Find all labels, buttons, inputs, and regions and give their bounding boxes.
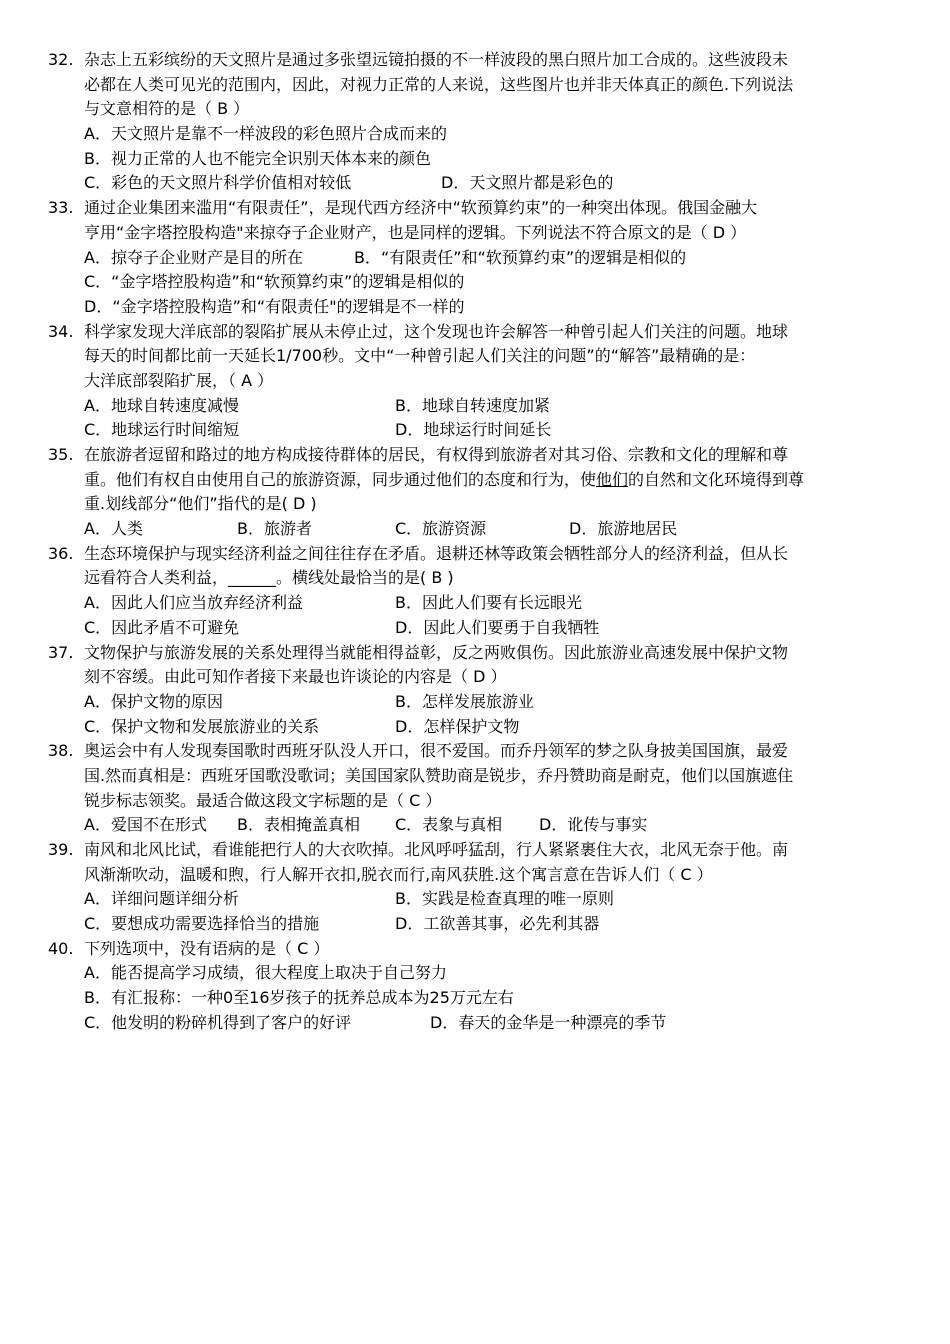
option-a: A．爱国不在形式: [84, 815, 207, 835]
stem-text: 通过企业集团来滥用“有限责任”，是现代西方经济中“软预算约束”的一种突出体现。俄国金融大: [84, 198, 758, 218]
option-b: B．有汇报称：一种0至16岁孩子的抚养总成本为25万元左右: [84, 988, 514, 1008]
option-c: C．要想成功需要选择恰当的措施: [84, 914, 320, 934]
option-d: D．地球运行时间延长: [395, 420, 552, 440]
option-b: B．视力正常的人也不能完全识别天体本来的颜色: [84, 148, 431, 168]
option-c: C．保护文物和发展旅游业的关系: [84, 716, 320, 736]
question-stem-line: [48, 320, 908, 345]
stem-text: 文物保护与旅游发展的关系处理得当就能相得益彰，反之两败俱伤。因此旅游业高速发展中保护文物: [84, 642, 789, 662]
question-32: [48, 48, 908, 196]
question-40: [48, 937, 908, 1036]
option-d: D．讹传与事实: [539, 815, 648, 835]
question-stem-line: [48, 739, 908, 764]
option-a: A．能否提高学习成绩，很大程度上取决于自己努力: [84, 963, 447, 983]
stem-text: 在旅游者逗留和路过的地方构成接待群体的居民，有权得到旅游者对其习俗、宗教和文化的理解和尊: [84, 445, 789, 464]
option-d: D．天文照片都是彩色的: [441, 173, 614, 193]
option-row: [48, 394, 908, 419]
question-38: [48, 739, 908, 838]
question-stem-line: [48, 48, 908, 73]
question-stem-line: 与文意相符的是（ B ）: [84, 99, 250, 119]
option-c: C．因此矛盾不可避免: [84, 617, 240, 637]
option-a: A．掠夺子企业财产是目的所在: [84, 247, 303, 267]
question-stem-line: 每天的时间都比前一天延长1/700秒。文中“一种曾引起人们关注的问题”的“解答”最精确的是：: [84, 346, 756, 366]
question-stem-line: [48, 641, 908, 666]
question-stem-line: 大洋底部裂陷扩展，（ A ）: [84, 370, 274, 390]
option-d: D．工欲善其事，必先利其器: [395, 914, 600, 934]
question-stem-line: [48, 937, 908, 962]
option-b: B．“有限责任”和“软预算约束”的逻辑是相似的: [354, 247, 687, 267]
option-c: C．旅游资源: [395, 519, 487, 539]
question-stem-line: [48, 196, 908, 221]
question-34: [48, 320, 908, 443]
option-c: C．彩色的天文照片科学价值相对较低: [84, 173, 352, 193]
option-b: B．表相掩盖真相: [237, 815, 360, 835]
option-row: [48, 616, 908, 641]
exam-page: [48, 48, 908, 1036]
question-stem-line: 刻不容缓。由此可知作者接下来最也许谈论的内容是（ D ）: [84, 667, 507, 687]
option-b: B．旅游者: [237, 519, 312, 539]
stem-text: 杂志上五彩缤纷的天文照片是通过多张望远镜拍摄的不一样波段的黑白照片加工合成的。这些波段未: [84, 50, 789, 69]
option-row: [48, 122, 908, 147]
option-a: A．因此人们应当放弃经济利益: [84, 593, 303, 613]
question-37: [48, 641, 908, 740]
stem-text: 南风和北风比试，看谁能把行人的大衣吹掉。北风呼呼猛刮，行人紧紧裹住大衣，北风无奈于他。南: [84, 840, 789, 859]
option-row: [48, 270, 908, 295]
option-d: D．“金字塔控股构造”和“有限责任"的逻辑是不一样的: [84, 296, 465, 316]
question-stem-line: [48, 468, 908, 493]
question-stem-line: 重.划线部分“他们”指代的是( D ): [84, 494, 317, 514]
option-c: C．地球运行时间缩短: [84, 420, 240, 440]
option-c: C．表象与真相: [395, 815, 503, 835]
option-a: A．人类: [84, 519, 143, 539]
question-number: 34.: [48, 321, 74, 341]
option-row: [48, 961, 908, 986]
stem-text: 的自然和文化环境得到尊: [628, 469, 805, 489]
option-row: [48, 591, 908, 616]
question-number: 38.: [48, 741, 74, 761]
question-35: [48, 443, 908, 542]
question-number: 32.: [48, 50, 74, 69]
question-stem-line: 风渐渐吹动，温暖和煦，行人解开衣扣,脱衣而行,南风获胜.这个寓言意在告诉人们（ C ）: [84, 864, 713, 884]
question-39: [48, 838, 908, 937]
question-stem-line: 远看符合人类利益，______。横线处最恰当的是( B ): [84, 568, 454, 588]
question-number: 39.: [48, 840, 74, 859]
underlined-term: 他们: [596, 469, 629, 489]
stem-text: 生态环境保护与现实经济利益之间往往存在矛盾。退耕还林等政策会牺牲部分人的经济利益，但从长: [84, 543, 789, 563]
option-b: B．因此人们要有长远眼光: [395, 593, 582, 613]
option-b: B．实践是检查真理的唯一原则: [395, 889, 614, 909]
option-a: A．详细问题详细分析: [84, 889, 239, 909]
option-d: D．怎样保护文物: [395, 716, 520, 736]
option-row: [48, 295, 908, 320]
option-row: [48, 246, 908, 271]
question-number: 37.: [48, 642, 74, 662]
option-row: [48, 171, 908, 196]
stem-text: 科学家发现大洋底部的裂陷扩展从未停止过，这个发现也许会解答一种曾引起人们关注的问题。地球: [84, 321, 789, 341]
option-d: D．因此人们要勇于自我牺牲: [395, 617, 600, 637]
option-a: A．保护文物的原因: [84, 691, 223, 711]
question-36: [48, 542, 908, 641]
question-33: [48, 196, 908, 319]
question-stem-line: 锐步标志领奖。最适合做这段文字标题的是（ C ）: [84, 790, 442, 810]
question-number: 35.: [48, 445, 74, 464]
option-a: A．地球自转速度减慢: [84, 395, 239, 415]
option-row: [48, 813, 908, 838]
option-row: [48, 517, 908, 542]
option-row: [48, 912, 908, 937]
question-number: 36.: [48, 543, 74, 563]
option-d: D．旅游地居民: [569, 519, 678, 539]
stem-text: 下列选项中，没有语病的是（ C ）: [84, 938, 330, 958]
option-row: [48, 715, 908, 740]
stem-text: 奥运会中有人发现奏国歌时西班牙队没人开口，很不爱国。而乔丹领军的梦之队身披美国国旗，最爱: [84, 741, 789, 761]
stem-text: 重。他们有权自由使用自己的旅游资源，同步通过他们的态度和行为，使: [84, 469, 597, 489]
question-stem-line: 国.然而真相是：西班牙国歌没歌词；美国国家队赞助商是锐步，乔丹赞助商是耐克，他们以国旗遮住: [84, 765, 794, 785]
option-a: A．天文照片是靠不一样波段的彩色照片合成而来的: [84, 124, 447, 144]
option-row: [48, 1011, 908, 1036]
option-d: D．春天的金华是一种漂亮的季节: [430, 1012, 667, 1032]
option-row: [48, 147, 908, 172]
option-row: [48, 887, 908, 912]
option-row: [48, 690, 908, 715]
option-c: C．“金字塔控股构造”和“软预算约束”的逻辑是相似的: [84, 272, 465, 292]
question-stem-line: 亨用“金字塔控股构造"来掠夺子企业财产，也是同样的逻辑。下列说法不符合原文的是（ D ）: [84, 222, 747, 242]
question-number: 40.: [48, 938, 74, 958]
option-b: B．地球自转速度加紧: [395, 395, 550, 415]
option-b: B．怎样发展旅游业: [395, 691, 534, 711]
option-c: C．他发明的粉碎机得到了客户的好评: [84, 1012, 352, 1032]
question-stem-line: 必都在人类可见光的范围内，因此，对视力正常的人来说，这些图片也并非天体真正的颜色.下列说法: [84, 74, 794, 94]
option-row: [48, 418, 908, 443]
question-stem-line: [48, 443, 908, 468]
option-row: [48, 986, 908, 1011]
question-stem-line: [48, 838, 908, 863]
question-stem-line: [48, 542, 908, 567]
question-number: 33.: [48, 198, 74, 218]
